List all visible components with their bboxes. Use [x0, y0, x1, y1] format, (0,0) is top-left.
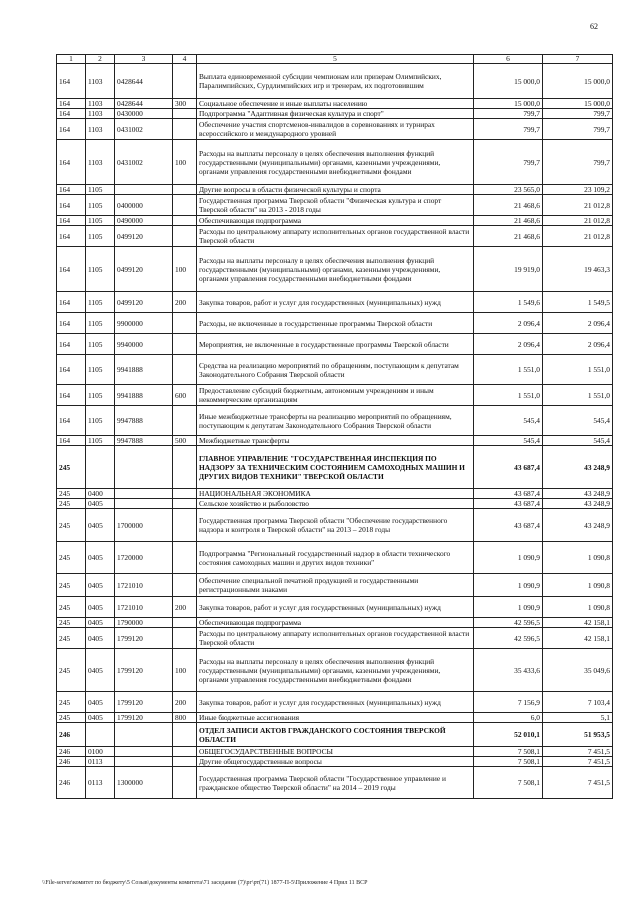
section-code-cell: 1105	[86, 385, 115, 406]
table-row	[57, 499, 613, 509]
amount-planned-cell: 1 551,0	[474, 355, 543, 385]
ministry-code-cell: 164	[57, 436, 86, 446]
target-article-cell: 0400000	[115, 195, 173, 216]
description-cell: Государственная программа Тверской области "Государственное управление и гражданское общество Тверской области" на 2014 – 2019 годы	[197, 767, 474, 799]
section-code-cell: 0405	[86, 628, 115, 649]
amount-planned-cell: 1 090,9	[474, 574, 543, 597]
target-article-cell	[115, 723, 173, 747]
ministry-code-cell: 245	[57, 542, 86, 574]
amount-planned-cell: 19 919,0	[474, 247, 543, 292]
description-cell: ГЛАВНОЕ УПРАВЛЕНИЕ "ГОСУДАРСТВЕННАЯ ИНСПЕКЦИЯ ПО НАДЗОРУ ЗА ТЕХНИЧЕСКИМ СОСТОЯНИЕМ САМОХОДНЫХ МАШИН И ДРУГИХ ВИДОВ ТЕХНИКИ" ТВЕРСКОЙ ОБЛАСТИ	[197, 446, 474, 489]
budget-table	[56, 54, 613, 799]
amount-executed-cell: 1 551,0	[543, 355, 613, 385]
expense-type-cell	[173, 64, 197, 99]
expense-type-cell	[173, 185, 197, 195]
table-row	[57, 574, 613, 597]
ministry-code-cell: 245	[57, 597, 86, 618]
table-row	[57, 355, 613, 385]
target-article-cell: 1720000	[115, 542, 173, 574]
amount-executed-cell: 51 953,5	[543, 723, 613, 747]
target-article-cell: 1799120	[115, 713, 173, 723]
description-cell: ОБЩЕГОСУДАРСТВЕННЫЕ ВОПРОСЫ	[197, 747, 474, 757]
target-article-cell: 9947888	[115, 436, 173, 446]
section-code-cell: 0113	[86, 757, 115, 767]
table-row	[57, 119, 613, 140]
section-code-cell: 1105	[86, 355, 115, 385]
amount-planned-cell: 1 551,0	[474, 385, 543, 406]
amount-planned-cell: 43 687,4	[474, 499, 543, 509]
expense-type-cell	[173, 119, 197, 140]
amount-planned-cell: 43 687,4	[474, 446, 543, 489]
target-article-cell	[115, 489, 173, 499]
ministry-code-cell: 245	[57, 692, 86, 713]
header-col-2: 2	[86, 55, 115, 64]
table-row	[57, 216, 613, 226]
amount-planned-cell: 1 090,9	[474, 542, 543, 574]
description-cell: Мероприятия, не включенные в государственные программы Тверской области	[197, 334, 474, 355]
table-body	[57, 64, 613, 799]
amount-planned-cell: 799,7	[474, 119, 543, 140]
description-cell: Иные межбюджетные трансферты на реализацию мероприятий по обращениям, поступающим к депутатам Законодательного Собрания Тверской области	[197, 406, 474, 436]
table-row	[57, 618, 613, 628]
target-article-cell	[115, 757, 173, 767]
description-cell: Предоставление субсидий бюджетным, автономным учреждениям и иным некоммерческим организациям	[197, 385, 474, 406]
ministry-code-cell: 245	[57, 489, 86, 499]
section-code-cell: 0100	[86, 747, 115, 757]
target-article-cell: 0499120	[115, 292, 173, 313]
amount-planned-cell: 7 508,1	[474, 757, 543, 767]
ministry-code-cell: 164	[57, 216, 86, 226]
section-code-cell: 1105	[86, 185, 115, 195]
target-article-cell: 0428644	[115, 99, 173, 109]
ministry-code-cell: 164	[57, 119, 86, 140]
header-col-4: 4	[173, 55, 197, 64]
table-row	[57, 597, 613, 618]
description-cell: Подпрограмма "Адаптивная физическая культура и спорт"	[197, 109, 474, 119]
ministry-code-cell: 245	[57, 446, 86, 489]
ministry-code-cell: 164	[57, 292, 86, 313]
description-cell: Расходы на выплаты персоналу в целях обеспечения выполнения функций государственными (муниципальными) органами, казенными учреждениями, органами управления государственными внебюджетными фондами	[197, 649, 474, 692]
ministry-code-cell: 164	[57, 355, 86, 385]
amount-planned-cell: 1 090,9	[474, 597, 543, 618]
expense-type-cell	[173, 757, 197, 767]
section-code-cell: 0405	[86, 574, 115, 597]
amount-executed-cell: 799,7	[543, 119, 613, 140]
ministry-code-cell: 164	[57, 64, 86, 99]
amount-executed-cell: 23 109,2	[543, 185, 613, 195]
target-article-cell: 0431002	[115, 140, 173, 185]
amount-executed-cell: 15 000,0	[543, 64, 613, 99]
amount-executed-cell: 7 451,5	[543, 757, 613, 767]
amount-executed-cell: 42 158,1	[543, 628, 613, 649]
target-article-cell: 0431002	[115, 119, 173, 140]
amount-executed-cell: 21 012,8	[543, 226, 613, 247]
ministry-code-cell: 246	[57, 757, 86, 767]
expense-type-cell: 100	[173, 649, 197, 692]
expense-type-cell	[173, 723, 197, 747]
description-cell: Расходы на выплаты персоналу в целях обеспечения выполнения функций государственными (муниципальными) органами, казенными учреждениями, органами управления государственными внебюджетными фондами	[197, 247, 474, 292]
description-cell: Расходы на выплаты персоналу в целях обеспечения выполнения функций государственными (муниципальными) органами, казенными учреждениями, органами управления государственными внебюджетными фондами	[197, 140, 474, 185]
table-row	[57, 767, 613, 799]
amount-executed-cell: 43 248,9	[543, 446, 613, 489]
ministry-code-cell: 245	[57, 618, 86, 628]
expense-type-cell: 300	[173, 99, 197, 109]
table-row	[57, 649, 613, 692]
budget-table-container	[56, 54, 612, 799]
target-article-cell: 9941888	[115, 385, 173, 406]
amount-executed-cell: 2 096,4	[543, 313, 613, 334]
amount-planned-cell: 15 000,0	[474, 99, 543, 109]
amount-executed-cell: 19 463,3	[543, 247, 613, 292]
description-cell: Обеспечивающая подпрограмма	[197, 618, 474, 628]
file-path-footer: \\File-server\комитет по бюджету\5 Созыв\документы комитета\71 заседание (7)\рг\рт(71) 1877-П-5\Приложение 4 Прил 11 ВСР	[42, 880, 368, 886]
expense-type-cell: 200	[173, 292, 197, 313]
description-cell: Другие общегосударственные вопросы	[197, 757, 474, 767]
target-article-cell: 9940000	[115, 334, 173, 355]
section-code-cell: 1103	[86, 140, 115, 185]
header-col-7: 7	[543, 55, 613, 64]
description-cell: Подпрограмма "Региональный государственный надзор в области технического состояния самоходных машин и других видов техники"	[197, 542, 474, 574]
section-code-cell: 1105	[86, 313, 115, 334]
amount-executed-cell: 42 158,1	[543, 618, 613, 628]
section-code-cell: 1105	[86, 216, 115, 226]
amount-planned-cell: 7 508,1	[474, 747, 543, 757]
header-col-5: 5	[197, 55, 474, 64]
page-number: 62	[590, 22, 598, 31]
amount-executed-cell: 21 012,8	[543, 216, 613, 226]
section-code-cell: 1105	[86, 334, 115, 355]
amount-planned-cell: 2 096,4	[474, 334, 543, 355]
amount-planned-cell: 52 010,1	[474, 723, 543, 747]
amount-planned-cell: 7 156,9	[474, 692, 543, 713]
amount-executed-cell: 2 096,4	[543, 334, 613, 355]
amount-planned-cell: 545,4	[474, 436, 543, 446]
amount-planned-cell: 23 565,0	[474, 185, 543, 195]
expense-type-cell	[173, 618, 197, 628]
expense-type-cell	[173, 574, 197, 597]
expense-type-cell	[173, 195, 197, 216]
table-row	[57, 313, 613, 334]
amount-executed-cell: 545,4	[543, 436, 613, 446]
section-code-cell: 1103	[86, 64, 115, 99]
target-article-cell: 0490000	[115, 216, 173, 226]
amount-planned-cell: 43 687,4	[474, 489, 543, 499]
section-code-cell: 0405	[86, 713, 115, 723]
target-article-cell: 1721010	[115, 574, 173, 597]
description-cell: Иные бюджетные ассигнования	[197, 713, 474, 723]
amount-executed-cell: 21 012,8	[543, 195, 613, 216]
amount-planned-cell: 35 433,6	[474, 649, 543, 692]
expense-type-cell	[173, 446, 197, 489]
target-article-cell	[115, 446, 173, 489]
target-article-cell: 1799120	[115, 628, 173, 649]
amount-executed-cell: 1 090,8	[543, 597, 613, 618]
amount-planned-cell: 21 468,6	[474, 195, 543, 216]
amount-planned-cell: 21 468,6	[474, 216, 543, 226]
description-cell: Социальное обеспечение и иные выплаты населению	[197, 99, 474, 109]
section-code-cell: 0405	[86, 692, 115, 713]
ministry-code-cell: 245	[57, 574, 86, 597]
section-code-cell: 0113	[86, 767, 115, 799]
amount-planned-cell: 799,7	[474, 140, 543, 185]
expense-type-cell	[173, 109, 197, 119]
expense-type-cell	[173, 313, 197, 334]
description-cell: Сельское хозяйство и рыболовство	[197, 499, 474, 509]
amount-executed-cell: 1 090,8	[543, 574, 613, 597]
expense-type-cell	[173, 509, 197, 542]
description-cell: Выплата единовременной субсидии чемпионам или призерам Олимпийских, Паралимпийских, Сурдлимпийских игр и тренерам, их подготовившим	[197, 64, 474, 99]
expense-type-cell: 100	[173, 140, 197, 185]
expense-type-cell	[173, 334, 197, 355]
section-code-cell: 1103	[86, 99, 115, 109]
expense-type-cell	[173, 226, 197, 247]
description-cell: Закупка товаров, работ и услуг для государственных (муниципальных) нужд	[197, 692, 474, 713]
table-row	[57, 334, 613, 355]
section-code-cell: 0405	[86, 618, 115, 628]
amount-executed-cell: 799,7	[543, 140, 613, 185]
description-cell: Государственная программа Тверской области "Обеспечение государственного надзора и контроля в Тверской области" на 2013 – 2018 годы	[197, 509, 474, 542]
amount-executed-cell: 1 549,5	[543, 292, 613, 313]
expense-type-cell	[173, 499, 197, 509]
amount-planned-cell: 1 549,6	[474, 292, 543, 313]
target-article-cell: 0428644	[115, 64, 173, 99]
ministry-code-cell: 245	[57, 499, 86, 509]
table-row	[57, 292, 613, 313]
target-article-cell	[115, 499, 173, 509]
section-code-cell: 1105	[86, 226, 115, 247]
amount-planned-cell: 21 468,6	[474, 226, 543, 247]
description-cell: Государственная программа Тверской области "Физическая культура и спорт Тверской области" на 2013 - 2018 годы	[197, 195, 474, 216]
table-row	[57, 692, 613, 713]
table-row	[57, 64, 613, 99]
ministry-code-cell: 164	[57, 334, 86, 355]
amount-planned-cell: 43 687,4	[474, 509, 543, 542]
target-article-cell: 1700000	[115, 509, 173, 542]
target-article-cell: 1799120	[115, 692, 173, 713]
header-col-1: 1	[57, 55, 86, 64]
target-article-cell: 9947888	[115, 406, 173, 436]
table-row	[57, 140, 613, 185]
amount-planned-cell: 15 000,0	[474, 64, 543, 99]
table-row	[57, 247, 613, 292]
amount-planned-cell: 7 508,1	[474, 767, 543, 799]
target-article-cell: 0499120	[115, 247, 173, 292]
description-cell: НАЦИОНАЛЬНАЯ ЭКОНОМИКА	[197, 489, 474, 499]
ministry-code-cell: 164	[57, 313, 86, 334]
target-article-cell	[115, 185, 173, 195]
description-cell: Обеспечение специальной печатной продукцией и государственными регистрационными знаками	[197, 574, 474, 597]
ministry-code-cell: 164	[57, 226, 86, 247]
table-row	[57, 385, 613, 406]
table-row	[57, 195, 613, 216]
table-row	[57, 406, 613, 436]
ministry-code-cell: 245	[57, 713, 86, 723]
description-cell: Расходы по центральному аппарату исполнительных органов государственной власти Тверской области	[197, 628, 474, 649]
section-code-cell: 0405	[86, 597, 115, 618]
expense-type-cell: 500	[173, 436, 197, 446]
table-row	[57, 723, 613, 747]
expense-type-cell	[173, 355, 197, 385]
amount-executed-cell: 1 090,8	[543, 542, 613, 574]
table-header-row	[57, 55, 613, 64]
amount-planned-cell: 799,7	[474, 109, 543, 119]
amount-executed-cell: 43 248,9	[543, 499, 613, 509]
description-cell: Другие вопросы в области физической культуры и спорта	[197, 185, 474, 195]
expense-type-cell	[173, 767, 197, 799]
ministry-code-cell: 245	[57, 509, 86, 542]
section-code-cell: 1103	[86, 109, 115, 119]
amount-executed-cell: 7 103,4	[543, 692, 613, 713]
section-code-cell: 0405	[86, 649, 115, 692]
expense-type-cell	[173, 747, 197, 757]
expense-type-cell	[173, 406, 197, 436]
ministry-code-cell: 246	[57, 747, 86, 757]
table-row	[57, 628, 613, 649]
ministry-code-cell: 246	[57, 723, 86, 747]
table-row	[57, 713, 613, 723]
target-article-cell: 1799120	[115, 649, 173, 692]
target-article-cell: 1300000	[115, 767, 173, 799]
target-article-cell: 9941888	[115, 355, 173, 385]
amount-planned-cell: 545,4	[474, 406, 543, 436]
expense-type-cell	[173, 216, 197, 226]
expense-type-cell	[173, 542, 197, 574]
table-row	[57, 747, 613, 757]
ministry-code-cell: 245	[57, 649, 86, 692]
table-row	[57, 99, 613, 109]
ministry-code-cell: 164	[57, 185, 86, 195]
target-article-cell: 1721010	[115, 597, 173, 618]
amount-executed-cell: 35 049,6	[543, 649, 613, 692]
ministry-code-cell: 164	[57, 140, 86, 185]
expense-type-cell: 100	[173, 247, 197, 292]
expense-type-cell: 800	[173, 713, 197, 723]
table-row	[57, 185, 613, 195]
amount-executed-cell: 545,4	[543, 406, 613, 436]
table-row	[57, 542, 613, 574]
description-cell: ОТДЕЛ ЗАПИСИ АКТОВ ГРАЖДАНСКОГО СОСТОЯНИЯ ТВЕРСКОЙ ОБЛАСТИ	[197, 723, 474, 747]
description-cell: Межбюджетные трансферты	[197, 436, 474, 446]
table-row	[57, 436, 613, 446]
section-code-cell: 0400	[86, 489, 115, 499]
amount-executed-cell: 7 451,5	[543, 747, 613, 757]
amount-executed-cell: 7 451,5	[543, 767, 613, 799]
section-code-cell: 1105	[86, 195, 115, 216]
amount-planned-cell: 42 596,5	[474, 628, 543, 649]
description-cell: Средства на реализацию мероприятий по обращениям, поступающим к депутатам Законодательного Собрания Тверской области	[197, 355, 474, 385]
table-row	[57, 109, 613, 119]
expense-type-cell	[173, 489, 197, 499]
description-cell: Расходы по центральному аппарату исполнительных органов государственной власти Тверской области	[197, 226, 474, 247]
section-code-cell: 0405	[86, 499, 115, 509]
expense-type-cell: 200	[173, 597, 197, 618]
target-article-cell: 1790000	[115, 618, 173, 628]
description-cell: Закупка товаров, работ и услуг для государственных (муниципальных) нужд	[197, 597, 474, 618]
table-row	[57, 226, 613, 247]
table-row	[57, 509, 613, 542]
amount-executed-cell: 1 551,0	[543, 385, 613, 406]
ministry-code-cell: 164	[57, 247, 86, 292]
amount-planned-cell: 2 096,4	[474, 313, 543, 334]
section-code-cell: 1105	[86, 247, 115, 292]
target-article-cell: 0430000	[115, 109, 173, 119]
section-code-cell: 1105	[86, 406, 115, 436]
section-code-cell: 0405	[86, 542, 115, 574]
amount-executed-cell: 43 248,9	[543, 489, 613, 499]
ministry-code-cell: 245	[57, 628, 86, 649]
expense-type-cell: 600	[173, 385, 197, 406]
section-code-cell: 1105	[86, 436, 115, 446]
ministry-code-cell: 164	[57, 109, 86, 119]
table-row	[57, 446, 613, 489]
amount-planned-cell: 6,0	[474, 713, 543, 723]
ministry-code-cell: 164	[57, 99, 86, 109]
section-code-cell: 1105	[86, 292, 115, 313]
ministry-code-cell: 164	[57, 406, 86, 436]
description-cell: Обеспечивающая подпрограмма	[197, 216, 474, 226]
table-row	[57, 489, 613, 499]
table-row	[57, 757, 613, 767]
target-article-cell: 0499120	[115, 226, 173, 247]
expense-type-cell: 200	[173, 692, 197, 713]
amount-planned-cell: 42 596,5	[474, 618, 543, 628]
expense-type-cell	[173, 628, 197, 649]
amount-executed-cell: 5,1	[543, 713, 613, 723]
header-col-6: 6	[474, 55, 543, 64]
description-cell: Обеспечение участия спортсменов-инвалидов в соревнованиях и турнирах всероссийского и международного уровней	[197, 119, 474, 140]
description-cell: Расходы, не включенные в государственные программы Тверской области	[197, 313, 474, 334]
amount-executed-cell: 799,7	[543, 109, 613, 119]
amount-executed-cell: 15 000,0	[543, 99, 613, 109]
section-code-cell	[86, 723, 115, 747]
description-cell: Закупка товаров, работ и услуг для государственных (муниципальных) нужд	[197, 292, 474, 313]
amount-executed-cell: 43 248,9	[543, 509, 613, 542]
ministry-code-cell: 246	[57, 767, 86, 799]
section-code-cell: 1103	[86, 119, 115, 140]
target-article-cell: 9900000	[115, 313, 173, 334]
section-code-cell	[86, 446, 115, 489]
ministry-code-cell: 164	[57, 195, 86, 216]
target-article-cell	[115, 747, 173, 757]
header-col-3: 3	[115, 55, 173, 64]
ministry-code-cell: 164	[57, 385, 86, 406]
section-code-cell: 0405	[86, 509, 115, 542]
